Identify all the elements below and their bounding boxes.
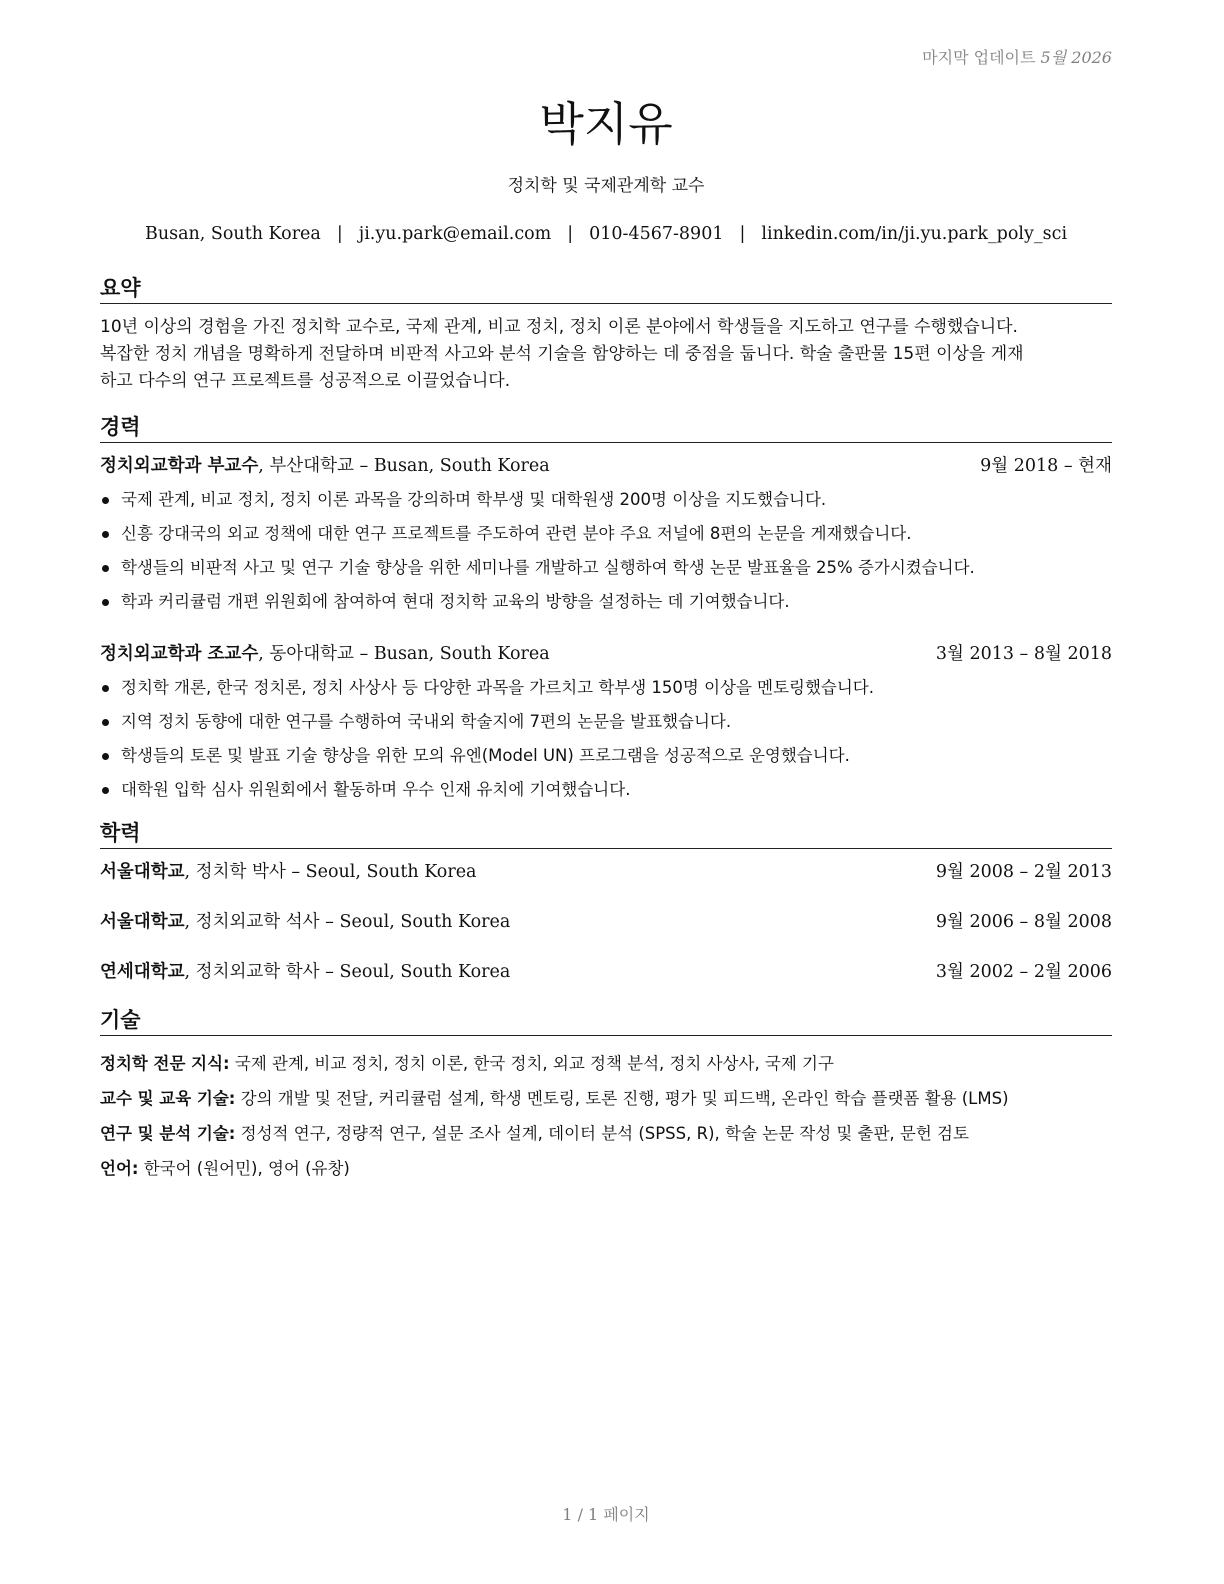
job-header [100, 453, 1112, 479]
job-bullet: 신흥 강대국의 외교 정책에 대한 연구 프로젝트를 주도하여 관련 분야 주요 저널에 8편의 논문을 게재했습니다. [100, 517, 1112, 551]
education-entry [100, 859, 1112, 885]
job-location: Busan, South Korea [373, 644, 550, 664]
skill-value: 국제 관계, 비교 정치, 정치 이론, 한국 정치, 외교 정책 분석, 정치 사상사, 국제 기구 [234, 1054, 834, 1073]
summary-line: 하고 다수의 연구 프로젝트를 성공적으로 이끌었습니다. [100, 371, 511, 391]
education-title-line: 서울대학교, 정치학 박사 – Seoul, South Korea [100, 862, 477, 882]
section-title-education: 학력 [100, 819, 1112, 849]
last-updated-label: 마지막 업데이트 [922, 48, 1036, 67]
candidate-role: 정치학 및 국제관계학 교수 [507, 176, 705, 196]
education-school: 서울대학교 [100, 862, 185, 882]
education-entry [100, 909, 1112, 935]
skill-row [100, 1151, 1112, 1186]
job-title-line: 정치외교학과 조교수, 동아대학교 – Busan, South Korea [100, 644, 550, 664]
job-bullets [100, 671, 1112, 807]
section-title-experience: 경력 [100, 413, 1112, 443]
summary-text [100, 314, 1112, 395]
job-location: Busan, South Korea [373, 456, 550, 476]
education-dates: 9월 2006 – 8월 2008 [935, 912, 1112, 932]
contact-phone: 010-4567-8901 [589, 224, 724, 244]
skill-value: 강의 개발 및 전달, 커리큘럼 설계, 학생 멘토링, 토론 진행, 평가 및 피드백, 온라인 학습 플랫폼 활용 (LMS) [240, 1089, 1009, 1108]
contact-separator: | [739, 224, 746, 244]
job-entry [100, 453, 1112, 619]
job-org: 부산대학교 [269, 456, 354, 476]
job-bullet: 대학원 입학 심사 위원회에서 활동하며 우수 인재 유치에 기여했습니다. [100, 773, 1112, 807]
education-dates: 3월 2002 – 2월 2006 [935, 962, 1112, 982]
summary-section [100, 274, 1112, 395]
skill-label: 연구 및 분석 기술: [100, 1124, 236, 1143]
last-updated-date: 5월 2026 [1040, 48, 1112, 67]
education-section [100, 819, 1112, 1009]
skill-row [100, 1046, 1112, 1081]
job-bullet: 지역 정치 동향에 대한 연구를 수행하여 국내외 학술지에 7편의 논문을 발표했습니다. [100, 705, 1112, 739]
summary-line: 10년 이상의 경험을 가진 정치학 교수로, 국제 관계, 비교 정치, 정치 이론 분야에서 학생들을 지도하고 연구를 수행했습니다. [100, 317, 1018, 337]
education-location: Seoul, South Korea [305, 862, 477, 882]
summary-line: 복잡한 정치 개념을 명확하게 전달하며 비판적 사고와 분석 기술을 함양하는 데 중점을 둡니다. 학술 출판물 15편 이상을 게재 [100, 344, 1024, 364]
education-degree: 정치외교학 학사 [195, 962, 320, 982]
job-bullets [100, 483, 1112, 619]
job-bullet: 정치학 개론, 한국 정치론, 정치 사상사 등 다양한 과목을 가르치고 학부생 150명 이상을 멘토링했습니다. [100, 671, 1112, 705]
resume-page [100, 0, 1112, 1584]
education-title-line: 연세대학교, 정치외교학 학사 – Seoul, South Korea [100, 962, 511, 982]
skill-label: 언어: [100, 1159, 139, 1178]
job-bullet: 국제 관계, 비교 정치, 정치 이론 과목을 강의하며 학부생 및 대학원생 200명 이상을 지도했습니다. [100, 483, 1112, 517]
education-title-line: 서울대학교, 정치외교학 석사 – Seoul, South Korea [100, 912, 511, 932]
education-degree: 정치외교학 석사 [195, 912, 320, 932]
job-bullet: 학과 커리큘럼 개편 위원회에 참여하여 현대 정치학 교육의 방향을 설정하는 데 기여했습니다. [100, 585, 1112, 619]
job-title-line: 정치외교학과 부교수, 부산대학교 – Busan, South Korea [100, 456, 550, 476]
job-dates: 9월 2018 – 현재 [980, 456, 1112, 476]
job-bullet: 학생들의 토론 및 발표 기술 향상을 위한 모의 유엔(Model UN) 프로그램을 성공적으로 운영했습니다. [100, 739, 1112, 773]
page-number: 1 / 1 [562, 1505, 599, 1524]
education-dates: 9월 2008 – 2월 2013 [935, 862, 1112, 882]
skill-row [100, 1081, 1112, 1116]
skills-section [100, 1006, 1112, 1186]
education-school: 연세대학교 [100, 962, 185, 982]
education-entry [100, 959, 1112, 985]
section-title-skills: 기술 [100, 1006, 1112, 1036]
education-school: 서울대학교 [100, 912, 185, 932]
candidate-name: 박지유 [539, 97, 673, 151]
page-footer [100, 1502, 1112, 1525]
education-location: Seoul, South Korea [339, 962, 511, 982]
skill-label: 정치학 전문 지식: [100, 1054, 230, 1073]
education-degree: 정치학 박사 [195, 862, 286, 882]
job-position: 정치외교학과 조교수 [100, 644, 259, 664]
last-updated [922, 45, 1112, 68]
job-bullet: 학생들의 비판적 사고 및 연구 기술 향상을 위한 세미나를 개발하고 실행하여 학생 논문 발표율을 25% 증가시켰습니다. [100, 551, 1112, 585]
contact-separator: | [567, 224, 574, 244]
page-label: 페이지 [603, 1505, 650, 1524]
contact-line [100, 224, 1112, 244]
job-dates: 3월 2013 – 8월 2018 [935, 644, 1112, 664]
contact-location: Busan, South Korea [144, 224, 321, 244]
job-entry [100, 641, 1112, 807]
section-title-summary: 요약 [100, 274, 1112, 304]
job-org: 동아대학교 [269, 644, 354, 664]
job-header [100, 641, 1112, 667]
job-position: 정치외교학과 부교수 [100, 456, 259, 476]
skill-row [100, 1116, 1112, 1151]
contact-linkedin[interactable]: linkedin.com/in/ji.yu.park_poly_sci [761, 224, 1068, 244]
contact-separator: | [336, 224, 343, 244]
experience-section [100, 413, 1112, 807]
skill-label: 교수 및 교육 기술: [100, 1089, 236, 1108]
skill-value: 한국어 (원어민), 영어 (유창) [143, 1159, 350, 1178]
skill-value: 정성적 연구, 정량적 연구, 설문 조사 설계, 데이터 분석 (SPSS, R), 학술 논문 작성 및 출판, 문헌 검토 [240, 1124, 969, 1143]
contact-email[interactable]: ji.yu.park@email.com [358, 224, 552, 244]
education-location: Seoul, South Korea [339, 912, 511, 932]
